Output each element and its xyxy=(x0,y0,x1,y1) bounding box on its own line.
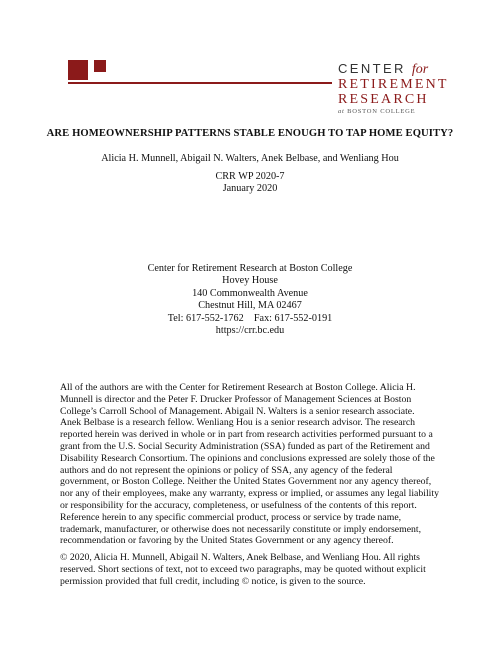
disclaimer-line: Munnell is director and the Peter F. Drucker Professor of Management Sciences at Boston xyxy=(60,393,412,405)
disclaimer-line: government, or Boston College. Neither the United States Government nor any agency thereof, xyxy=(60,476,432,488)
copyright-notice xyxy=(60,552,450,587)
logo-line-research: RESEARCH xyxy=(338,92,429,107)
disclaimer-line: Reference herein to any specific commercial product, process or service by trade name, xyxy=(60,511,402,523)
working-paper-date: January 2020 xyxy=(222,183,278,194)
header-rule xyxy=(68,82,332,84)
disclaimer-paragraph xyxy=(60,382,450,547)
copyright-line: reserved. Short sections of text, not to exceed two paragraphs, may be quoted without explicit xyxy=(60,563,426,575)
disclaimer-line: grant from the U.S. Social Security Administration (SSA) funded as part of the Retirement and xyxy=(60,440,430,452)
address-line: Chestnut Hill, MA 02467 xyxy=(198,300,302,312)
paper-authors: Alicia H. Munnell, Abigail N. Walters, Anek Belbase, and Wenliang Hou xyxy=(101,153,399,164)
working-paper-info xyxy=(0,171,500,195)
address-block xyxy=(0,263,500,337)
disclaimer-line: reported herein was derived in whole or in part from research activities performed pursuant to a xyxy=(60,429,433,441)
paper-title: ARE HOMEOWNERSHIP PATTERNS STABLE ENOUGH TO TAP HOME EQUITY? xyxy=(46,128,454,139)
logo-mark xyxy=(68,60,108,82)
disclaimer-line: or responsibility for the accuracy, completeness, or usefulness of the contents of this report. xyxy=(60,499,417,511)
crr-logo xyxy=(338,62,448,116)
disclaimer-line: nor any of their employees, make any warranty, express or implied, or assumes any legal liability xyxy=(60,488,439,500)
logo-for-word: for xyxy=(411,62,429,77)
disclaimer-line: Anek Belbase is a research fellow. Wenliang Hou is a senior research advisor. The research xyxy=(60,417,416,429)
disclaimer-line: trademark, manufacturer, or otherwise does not necessarily constitute or imply endorsement, xyxy=(60,523,422,535)
logo-line-retirement: RETIREMENT xyxy=(338,77,449,92)
address-line: Hovey House xyxy=(222,275,278,287)
copyright-line: © 2020, Alicia H. Munnell, Abigail N. Walters, Anek Belbase, and Wenliang Hou. All rights xyxy=(60,552,420,563)
disclaimer-line: Disability Research Consortium. The opinions and conclusions expressed are solely those of the xyxy=(60,452,435,464)
logo-at-word: at xyxy=(338,108,345,115)
logo-bc-word: BOSTON COLLEGE xyxy=(347,108,416,115)
address-line: Center for Retirement Research at Boston College xyxy=(147,263,353,274)
working-paper-number: CRR WP 2020-7 xyxy=(215,171,285,182)
address-line: Tel: 617-552-1762 Fax: 617-552-0191 xyxy=(167,312,333,324)
disclaimer-line: All of the authors are with the Center for Retirement Research at Boston College. Alicia H. xyxy=(60,382,416,393)
address-line: 140 Commonwealth Avenue xyxy=(192,287,308,299)
logo-line-center xyxy=(338,62,448,77)
logo-square-large xyxy=(68,60,88,80)
website-link[interactable]: https://crr.bc.edu xyxy=(215,324,285,336)
disclaimer-line: authors and do not represent the opinions or policy of SSA, any agency of the federal xyxy=(60,464,393,476)
logo-line-boston-college xyxy=(338,107,448,116)
logo-center-word: CENTER xyxy=(338,61,406,76)
logo-square-small xyxy=(94,60,106,72)
copyright-line: permission provided that full credit, including © notice, is given to the source. xyxy=(60,575,366,587)
disclaimer-line: College’s Carroll School of Management. Abigail N. Walters is a senior research associate. xyxy=(60,405,415,417)
disclaimer-line: recommendation or favoring by the United States Government or any agency thereof. xyxy=(60,535,394,547)
